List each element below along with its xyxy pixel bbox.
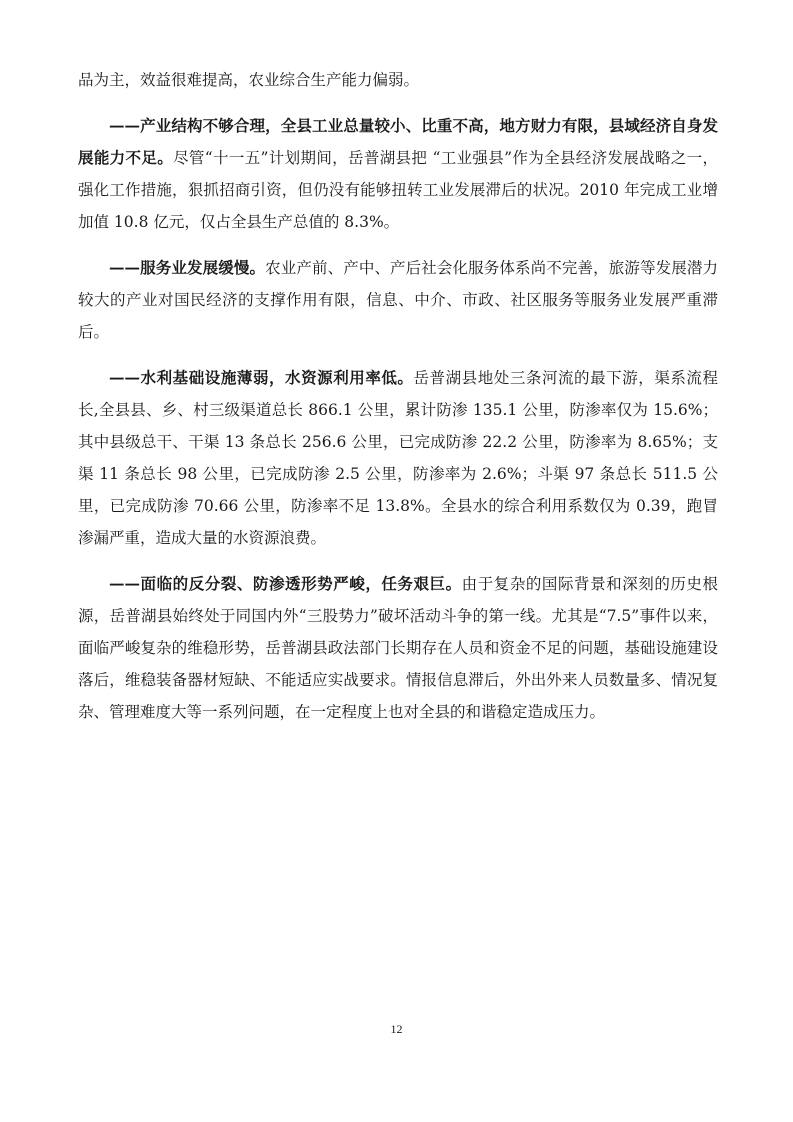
- paragraph-4-heading: ——水利基础设施薄弱，水资源利用率低。: [109, 368, 414, 387]
- page-number: 12: [390, 1022, 403, 1036]
- paragraph-4: [78, 362, 718, 554]
- paragraph-2-text: 尽管“十一五”计划期间，岳普湖县把 “工业强县”作为全县经济发展战略之一，强化工作措施，狠抓招商引资，但仍没有能够扭转工业发展滞后的状况。2010 年完成工业增加值 10.8 亿元，仅占全县生产总值的 8.3%。: [78, 149, 718, 231]
- paragraph-5-heading: ——面临的反分裂、防渗透形势严峻，任务艰巨。: [109, 574, 462, 593]
- paragraph-2: [78, 110, 718, 238]
- paragraph-3: [78, 252, 718, 348]
- paragraph-2-heading: ——产业结构不够合理，全县工业总量较小、比重不高，地方财力有限，县域经济自身发展能力不足。: [78, 116, 718, 167]
- paragraph-4-text: 岳普湖县地处三条河流的最下游，渠系流程长,全县县、乡、村三级渠道总长 866.1 公里，累计防渗 135.1 公里，防渗率仅为 15.6%；其中县级总干、干渠 13 条总长 256.6 公里，已完成防渗 22.2 公里，防渗率为 8.65%；支渠 11 条总长 98 公里，已完成防渗 2.5 公里，防渗率为 2.6%；斗渠 97 条总长 511.5 公里，已完成防渗 70.66 公里，防渗率不足 13.8%。全县水的综合利用系数仅为 0.39，跑冒渗漏严重，造成大量的水资源浪费。: [78, 369, 718, 547]
- paragraph-3-text: 农业产前、产中、产后社会化服务体系尚不完善，旅游等发展潜力较大的产业对国民经济的支撑作用有限，信息、中介、市政、社区服务等服务业发展严重滞后。: [78, 259, 718, 341]
- paragraph-1: [78, 64, 718, 96]
- paragraph-1-text: 品为主，效益很难提高，农业综合生产能力偏弱。: [78, 71, 420, 89]
- paragraph-3-heading: ——服务业发展缓慢。: [109, 258, 266, 277]
- paragraph-5-text: 由于复杂的国际背景和深刻的历史根源，岳普湖县始终处于同国内外“三股势力”破坏活动斗争的第一线。尤其是“7.5”事件以来，面临严峻复杂的维稳形势，岳普湖县政法部门长期存在人员和资金不足的问题，基础设施建设落后，维稳装备器材短缺、不能适应实战要求。情报信息滞后，外出外来人员数量多、情况复杂、管理难度大等一系列问题，在一定程度上也对全县的和谐稳定造成压力。: [78, 575, 718, 721]
- paragraph-5: [78, 568, 718, 728]
- document-body: [78, 64, 718, 742]
